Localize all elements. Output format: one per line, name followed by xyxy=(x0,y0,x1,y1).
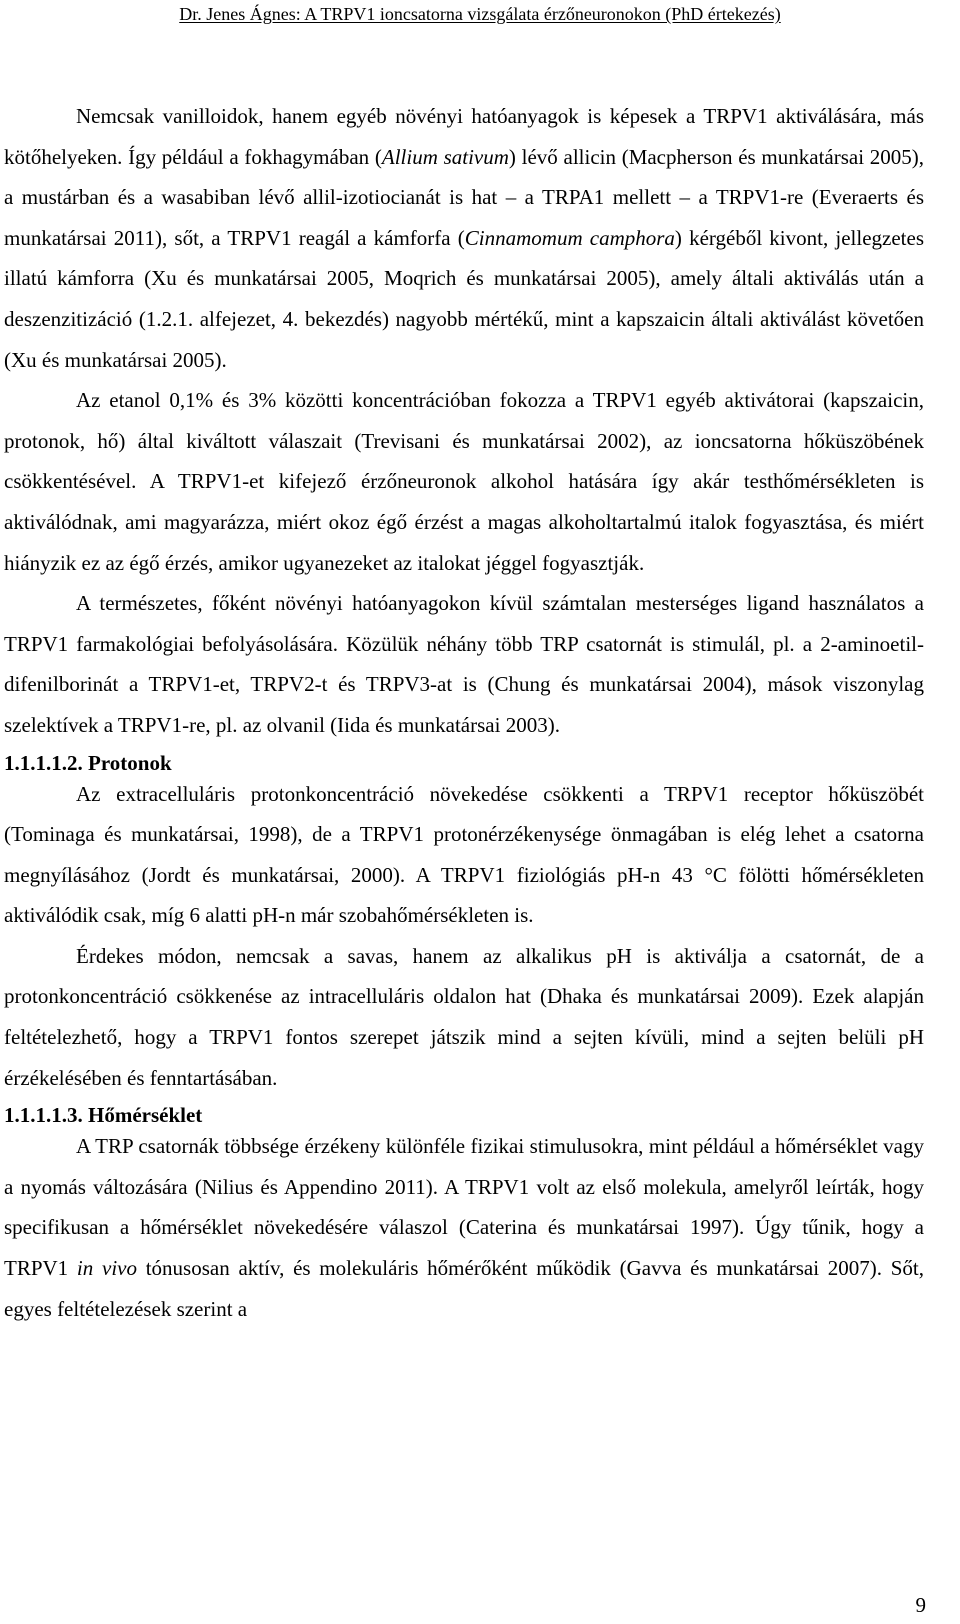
page-number: 9 xyxy=(915,1593,926,1617)
in-vivo-term: in vivo xyxy=(76,1256,137,1281)
section-heading-protonok: 1.1.1.1.2. Protonok xyxy=(4,750,172,775)
text-run: ) kérgéből kivont, jellegzetes illatú kámforra (Xu és munkatársai 2005, Moqrich és munkatársai 2005), amely általi aktiválás után a deszenzitizáció (1.2.1. alfejezet, 4. bekezdés) nagyobb mértékű, mint a kapszaicin általi aktiválást követően (Xu és munkatársai 2005). xyxy=(4,225,924,372)
running-header: Dr. Jenes Ágnes: A TRPV1 ioncsatorna vizsgálata érzőneuronokon (PhD értekezés) xyxy=(179,4,781,24)
paragraph-synthetic-ligands: A természetes, főként növényi hatóanyagokon kívül számtalan mesterséges ligand használatos a TRPV1 farmakológiai befolyásolására. Közülük néhány több TRP csatornát is stimulál, pl. a 2-aminoetil-difenilborinát a TRPV1-et, TRPV2-t és TRPV3-at is (Chung és munkatársai 2004), mások viszonylag szelektívek a TRPV1-re, pl. az olvanil (Iida és munkatársai 2003). xyxy=(4,591,924,737)
species-name-cinnamomum: Cinnamomum camphora xyxy=(464,225,675,250)
text-run: tónusosan aktív, és molekuláris hőmérőként működik (Gavva és munkatársai 2007). Sőt, egyes feltételezések szerint a xyxy=(4,1256,925,1321)
paragraph-protons: Az extracelluláris protonkoncentráció növekedése csökkenti a TRPV1 receptor hőküszöbét (Tominaga és munkatársai, 1998), de a TRPV1 protonérzékenysége önmagában is elég lehet a csatorna megnyílásához (Jordt és munkatársai, 2000). A TRPV1 fiziológiás pH-n 43 °C fölötti hőmérsékleten aktiválódik csak, míg 6 alatti pH-n már szobahőmérsékleten is. xyxy=(4,781,924,928)
paragraph-alkaline-ph: Érdekes módon, nemcsak a savas, hanem az alkalikus pH is aktiválja a csatornát, de a protonkoncentráció csökkenése az intracelluláris oldalon hat (Dhaka és munkatársai 2009). Ezek alapján feltételezhető, hogy a TRPV1 fontos szerepet játszik mind a sejten kívüli, mind a sejten belüli pH érzékelésében és fenntartásában. xyxy=(4,943,924,1090)
paragraph-plant-compounds xyxy=(4,96,924,380)
section-heading-homerseklet: 1.1.1.1.3. Hőmérséklet xyxy=(4,1103,203,1128)
text-run: A TRP csatornák többsége érzékeny különféle fizikai stimulusokra, mint például a hőmérséklet vagy a nyomás változására (Nilius és Appendino 2011). A TRPV1 volt az első molekula, amelyről leírták, hogy specifikusan a hőmérséklet növekedésére válaszol (Caterina és munkatársai 1997). Úgy tűnik, hogy a TRPV1 xyxy=(4,1134,924,1281)
text-run: ) lévő allicin (Macpherson és munkatársai 2005), a mustárban és a wasabiban lévő allil-izotiocianát is hat – a TRPA1 mellett – a TRPV1-re (Everaerts és munkatársai 2011), sőt, a TRPV1 reagál a kámforfa ( xyxy=(4,144,924,250)
species-name-allium: Allium sativum xyxy=(381,144,509,169)
paragraph-temperature xyxy=(4,1126,924,1329)
paragraph-ethanol: Az etanol 0,1% és 3% közötti koncentrációban fokozza a TRPV1 egyéb aktivátorai (kapszaicin, protonok, hő) által kiváltott válaszait (Trevisani és munkatársai 2002), az ioncsatorna hőküszöbének csökkentésével. A TRPV1-et kifejező érzőneuronok alkohol hatására így akár testhőmérsékleten is aktiválódnak, ami magyarázza, miért okoz égő érzést a magas alkoholtartalmú italok fogyasztása, és miért hiányzik ez az égő érzés, amikor ugyanezeket az italokat jéggel fogyasztják. xyxy=(4,388,924,575)
text-run: Nemcsak vanilloidok, hanem egyéb növényi hatóanyagok is képesek a TRPV1 aktiválására, más kötőhelyeken. Így például a fokhagymában ( xyxy=(4,104,924,169)
page-body xyxy=(4,96,924,1329)
